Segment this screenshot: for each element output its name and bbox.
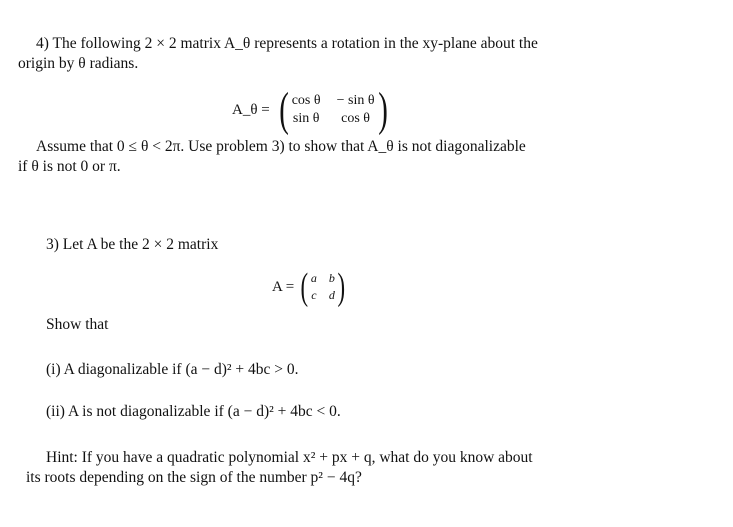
rotation-matrix: A_θ = ( cos θ − sin θ sin θ cos θ ) — [232, 83, 388, 136]
part-i: (i) A diagonalizable if (a − d)² + 4bc > 0. — [46, 361, 299, 378]
matrix-entry: sin θ — [292, 111, 320, 126]
matrix-entry: c — [311, 288, 317, 302]
matrix-entry: cos θ — [341, 111, 370, 126]
hint-line1: Hint: If you have a quadratic polynomial x² + px + q, what do you know about — [46, 449, 533, 466]
show-that: Show that — [46, 316, 109, 333]
part-ii: (ii) A is not diagonalizable if (a − d)² + 4bc < 0. — [46, 403, 341, 420]
problem4-line4: if θ is not 0 or π. — [18, 158, 121, 175]
matrix-label: A = — [272, 278, 295, 295]
matrix-entry: a — [310, 271, 317, 285]
matrix-entry: − sin θ — [336, 93, 375, 108]
matrix-label: A_θ = — [232, 101, 270, 118]
matrix-entry: b — [328, 271, 335, 285]
problem3-line1: 3) Let A be the 2 × 2 matrix — [46, 236, 219, 253]
matrix-a: A = ( a b c d ) — [272, 266, 345, 308]
matrix-entry: d — [328, 288, 335, 302]
matrix-entry: cos θ — [291, 93, 321, 108]
hint-line2: its roots depending on the sign of the number p² − 4q? — [26, 469, 362, 486]
problem4-line3: Assume that 0 ≤ θ < 2π. Use problem 3) to show that A_θ is not diagonalizable — [36, 138, 526, 155]
problem4-line1: 4) The following 2 × 2 matrix A_θ represents a rotation in the xy-plane about the — [36, 35, 538, 52]
problem4-line2: origin by θ radians. — [18, 55, 139, 72]
